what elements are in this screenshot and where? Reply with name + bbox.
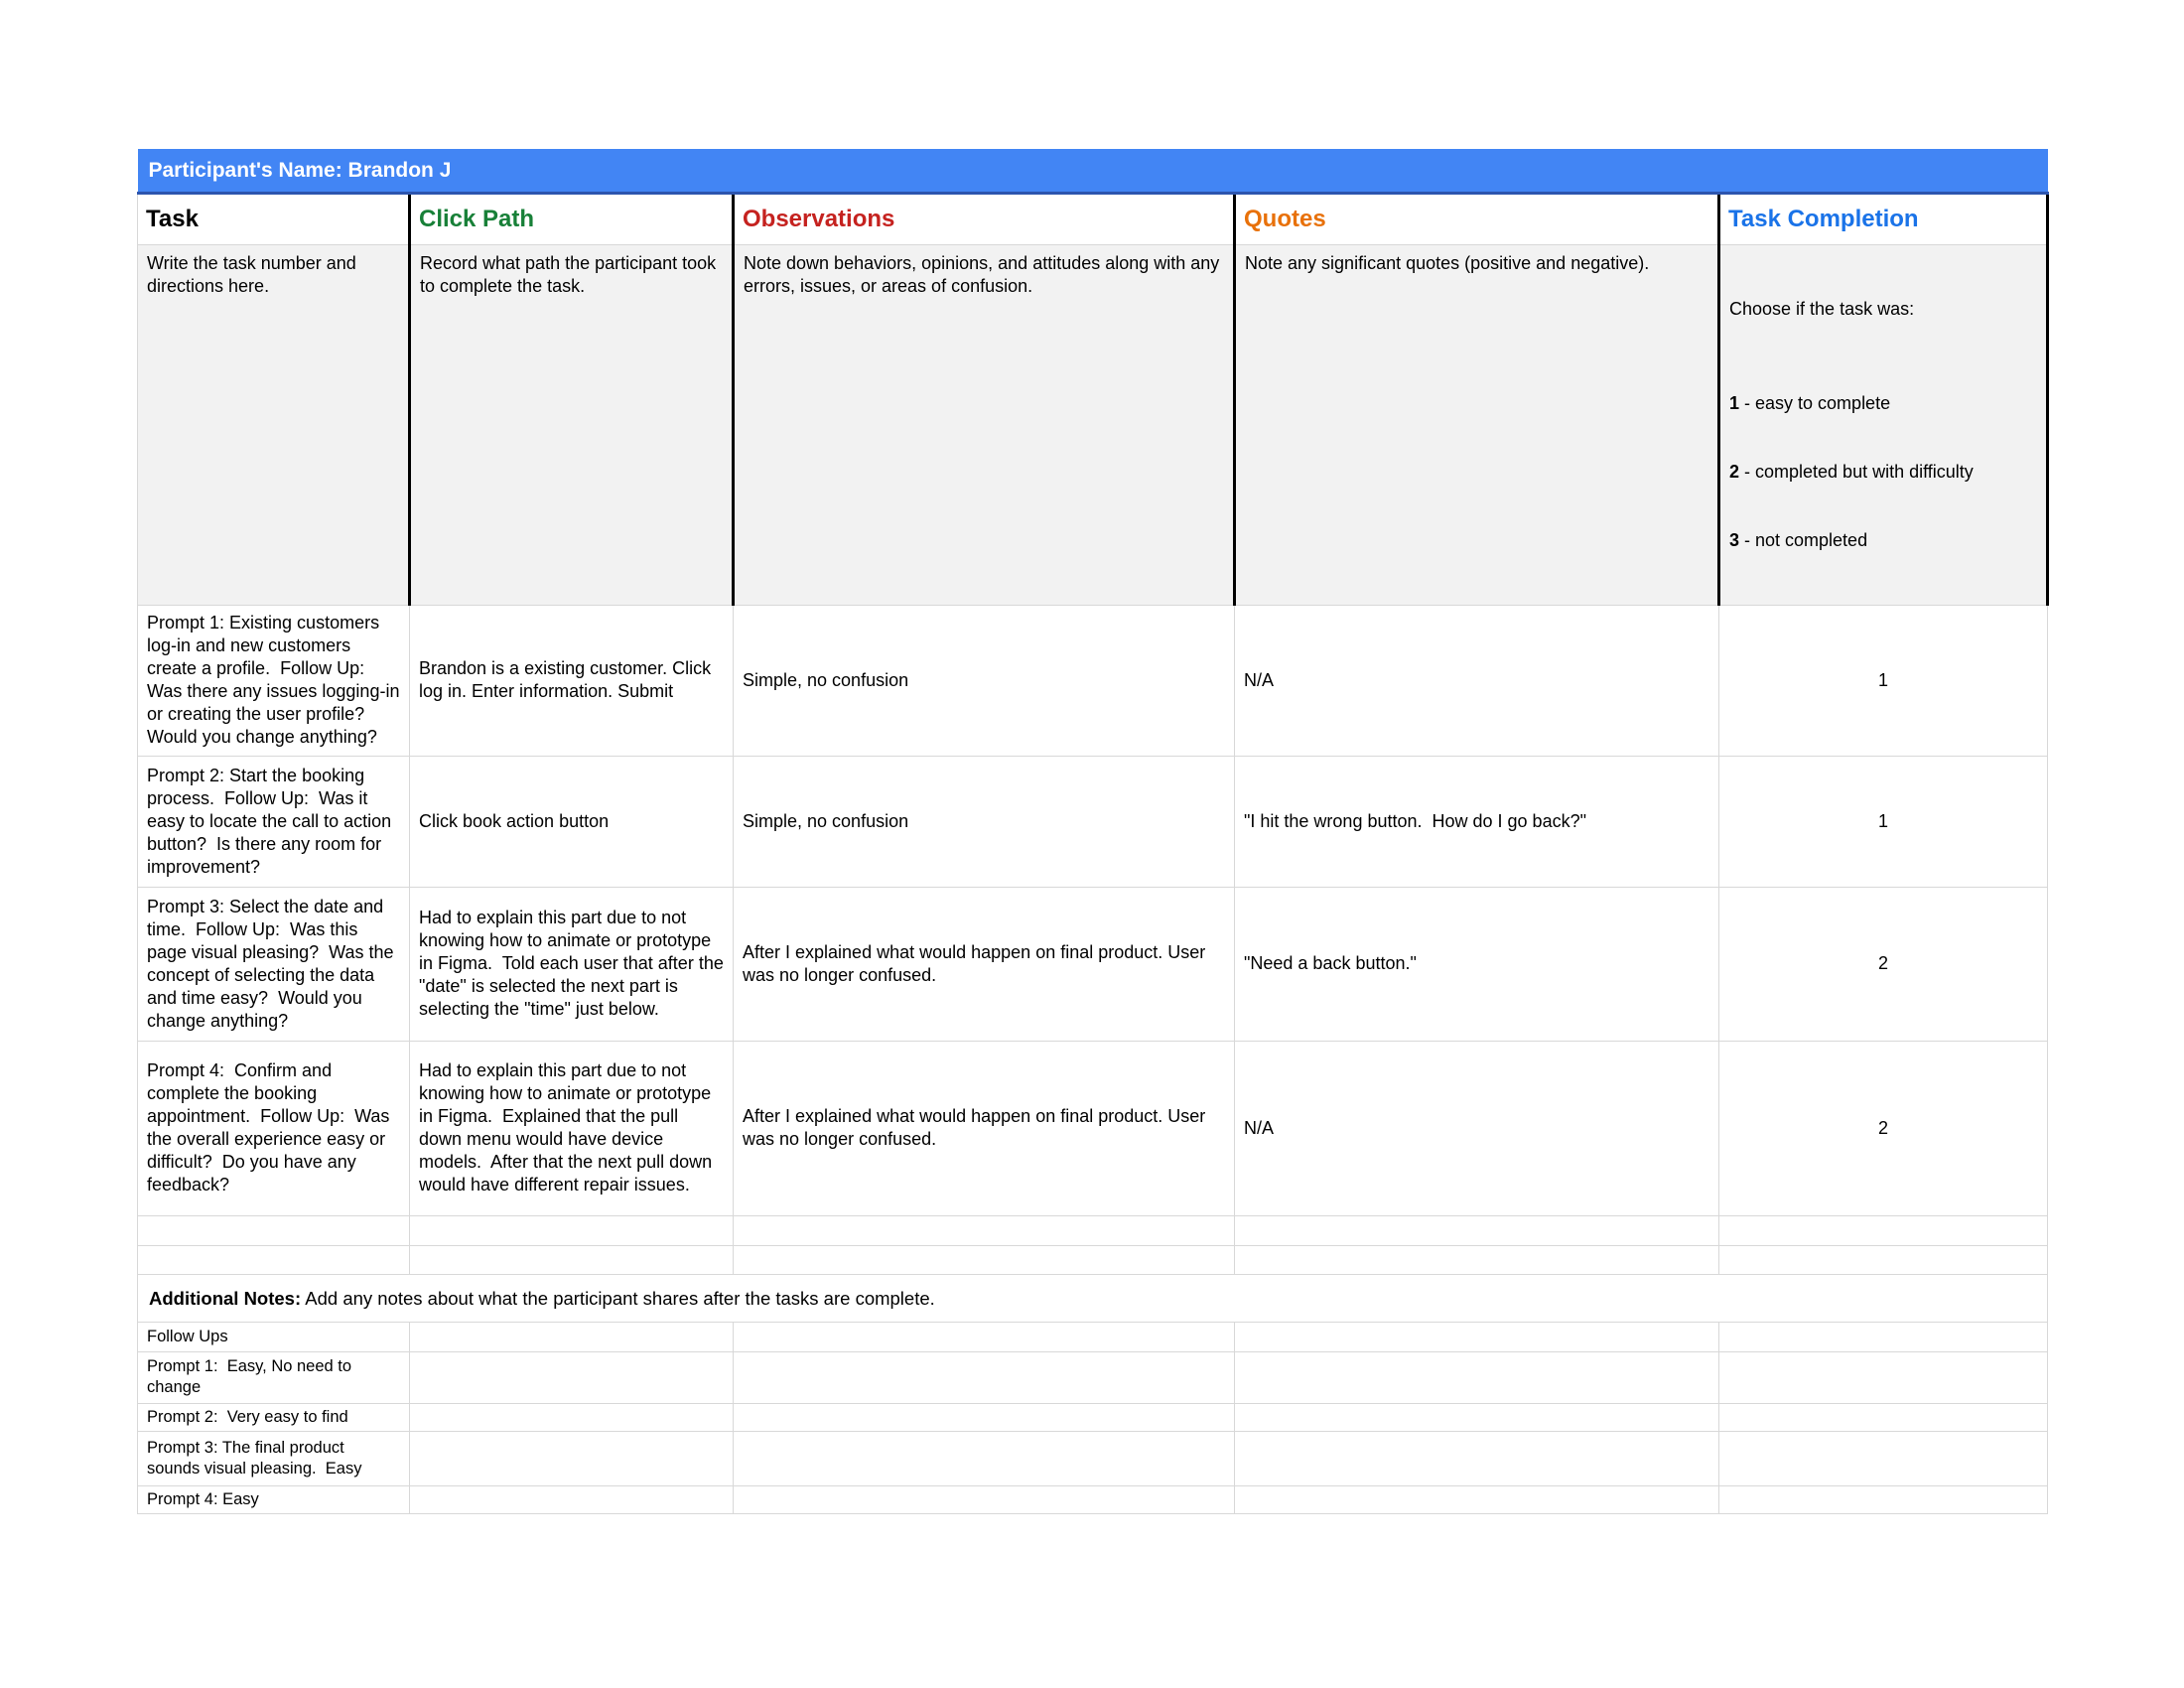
column-header-task-completion[interactable]: Task Completion	[1719, 193, 2048, 244]
cell-completion-2[interactable]: 1	[1719, 756, 2048, 887]
empty-cell[interactable]	[734, 1245, 1235, 1274]
additional-notes-text: Add any notes about what the participant shares after the tasks are complete.	[301, 1287, 935, 1309]
cell-quotes-1[interactable]: N/A	[1235, 605, 1719, 756]
completion-option-2: 2 - completed but with difficulty	[1729, 461, 1974, 482]
column-header-observations[interactable]: Observations	[734, 193, 1235, 244]
column-header-quotes[interactable]: Quotes	[1235, 193, 1719, 244]
cell-quotes-4[interactable]: N/A	[1235, 1041, 1719, 1215]
description-quotes[interactable]: Note any significant quotes (positive and negative).	[1235, 244, 1719, 605]
empty-cell[interactable]	[138, 1215, 410, 1245]
table-row	[138, 605, 2048, 756]
usability-notes-table	[137, 149, 2049, 1514]
empty-cell[interactable]	[410, 1245, 734, 1274]
description-click-path[interactable]: Record what path the participant took to complete the task.	[410, 244, 734, 605]
follow-up-prompt-1-cell[interactable]: Prompt 1: Easy, No need to change	[138, 1351, 410, 1403]
table-row	[138, 1431, 2048, 1485]
cell-observations-3[interactable]: After I explained what would happen on final product. User was no longer confused.	[734, 887, 1235, 1041]
empty-cell[interactable]	[410, 1431, 734, 1485]
empty-cell[interactable]	[1719, 1431, 2048, 1485]
empty-cell[interactable]	[734, 1431, 1235, 1485]
empty-cell[interactable]	[1235, 1351, 1719, 1403]
additional-notes-label: Additional Notes:	[149, 1287, 302, 1309]
empty-cell[interactable]	[1719, 1351, 2048, 1403]
empty-cell[interactable]	[734, 1322, 1235, 1351]
usability-notes-sheet	[137, 149, 2047, 1514]
empty-cell[interactable]	[410, 1215, 734, 1245]
additional-notes-cell[interactable]	[138, 1274, 2048, 1322]
empty-cell[interactable]	[1235, 1403, 1719, 1431]
empty-cell[interactable]	[734, 1351, 1235, 1403]
cell-quotes-2[interactable]: "I hit the wrong button. How do I go back?"	[1235, 756, 1719, 887]
cell-completion-1[interactable]: 1	[1719, 605, 2048, 756]
cell-observations-1[interactable]: Simple, no confusion	[734, 605, 1235, 756]
completion-option-3: 3 - not completed	[1729, 529, 1868, 550]
cell-observations-4[interactable]: After I explained what would happen on final product. User was no longer confused.	[734, 1041, 1235, 1215]
empty-cell[interactable]	[410, 1351, 734, 1403]
completion-legend-intro: Choose if the task was:	[1729, 298, 1915, 319]
cell-completion-4[interactable]: 2	[1719, 1041, 2048, 1215]
table-row	[138, 1485, 2048, 1513]
completion-option-1: 1 - easy to complete	[1729, 392, 1891, 413]
follow-ups-header-cell[interactable]: Follow Ups	[138, 1322, 410, 1351]
empty-cell[interactable]	[1235, 1322, 1719, 1351]
cell-quotes-3[interactable]: "Need a back button."	[1235, 887, 1719, 1041]
description-observations[interactable]: Note down behaviors, opinions, and attitudes along with any errors, issues, or areas of confusion.	[734, 244, 1235, 605]
empty-cell[interactable]	[1235, 1485, 1719, 1513]
empty-cell[interactable]	[734, 1485, 1235, 1513]
empty-cell[interactable]	[410, 1485, 734, 1513]
column-header-task[interactable]: Task	[138, 193, 410, 244]
table-row	[138, 756, 2048, 887]
table-row	[138, 1041, 2048, 1215]
participant-name-title[interactable]: Participant's Name: Brandon J	[138, 149, 2048, 193]
follow-up-prompt-2-cell[interactable]: Prompt 2: Very easy to find	[138, 1403, 410, 1431]
empty-row	[138, 1245, 2048, 1274]
table-row	[138, 1351, 2048, 1403]
empty-cell[interactable]	[410, 1322, 734, 1351]
cell-click-path-3[interactable]: Had to explain this part due to not knowing how to animate or prototype in Figma. Told each user that after the "date" is selected the next part is selecting the "time" just below.	[410, 887, 734, 1041]
empty-cell[interactable]	[734, 1403, 1235, 1431]
column-header-click-path[interactable]: Click Path	[410, 193, 734, 244]
cell-task-4[interactable]: Prompt 4: Confirm and complete the booking appointment. Follow Up: Was the overall experience easy or difficult? Do you have any feedback?	[138, 1041, 410, 1215]
table-row	[138, 887, 2048, 1041]
empty-cell[interactable]	[1719, 1485, 2048, 1513]
cell-task-1[interactable]: Prompt 1: Existing customers log-in and new customers create a profile. Follow Up: Was there any issues logging-in or creating the user profile? Would you change anything?	[138, 605, 410, 756]
empty-cell[interactable]	[1235, 1431, 1719, 1485]
cell-click-path-2[interactable]: Click book action button	[410, 756, 734, 887]
empty-cell[interactable]	[1719, 1215, 2048, 1245]
table-row	[138, 1322, 2048, 1351]
empty-cell[interactable]	[1235, 1215, 1719, 1245]
empty-cell[interactable]	[734, 1215, 1235, 1245]
empty-cell[interactable]	[1719, 1403, 2048, 1431]
cell-click-path-1[interactable]: Brandon is a existing customer. Click log in. Enter information. Submit	[410, 605, 734, 756]
description-task-completion[interactable]	[1719, 244, 2048, 605]
empty-cell[interactable]	[410, 1403, 734, 1431]
empty-cell[interactable]	[138, 1245, 410, 1274]
empty-cell[interactable]	[1719, 1322, 2048, 1351]
empty-cell[interactable]	[1719, 1245, 2048, 1274]
empty-row	[138, 1215, 2048, 1245]
cell-observations-2[interactable]: Simple, no confusion	[734, 756, 1235, 887]
cell-task-3[interactable]: Prompt 3: Select the date and time. Follow Up: Was this page visual pleasing? Was the concept of selecting the data and time easy? Would you change anything?	[138, 887, 410, 1041]
follow-up-prompt-4-cell[interactable]: Prompt 4: Easy	[138, 1485, 410, 1513]
follow-up-prompt-3-cell[interactable]: Prompt 3: The final product sounds visual pleasing. Easy	[138, 1431, 410, 1485]
cell-task-2[interactable]: Prompt 2: Start the booking process. Follow Up: Was it easy to locate the call to action button? Is there any room for improvement?	[138, 756, 410, 887]
empty-cell[interactable]	[1235, 1245, 1719, 1274]
cell-click-path-4[interactable]: Had to explain this part due to not knowing how to animate or prototype in Figma. Explained that the pull down menu would have device models. After that the next pull down would have different repair issues.	[410, 1041, 734, 1215]
table-row	[138, 1403, 2048, 1431]
description-task[interactable]: Write the task number and directions here.	[138, 244, 410, 605]
cell-completion-3[interactable]: 2	[1719, 887, 2048, 1041]
